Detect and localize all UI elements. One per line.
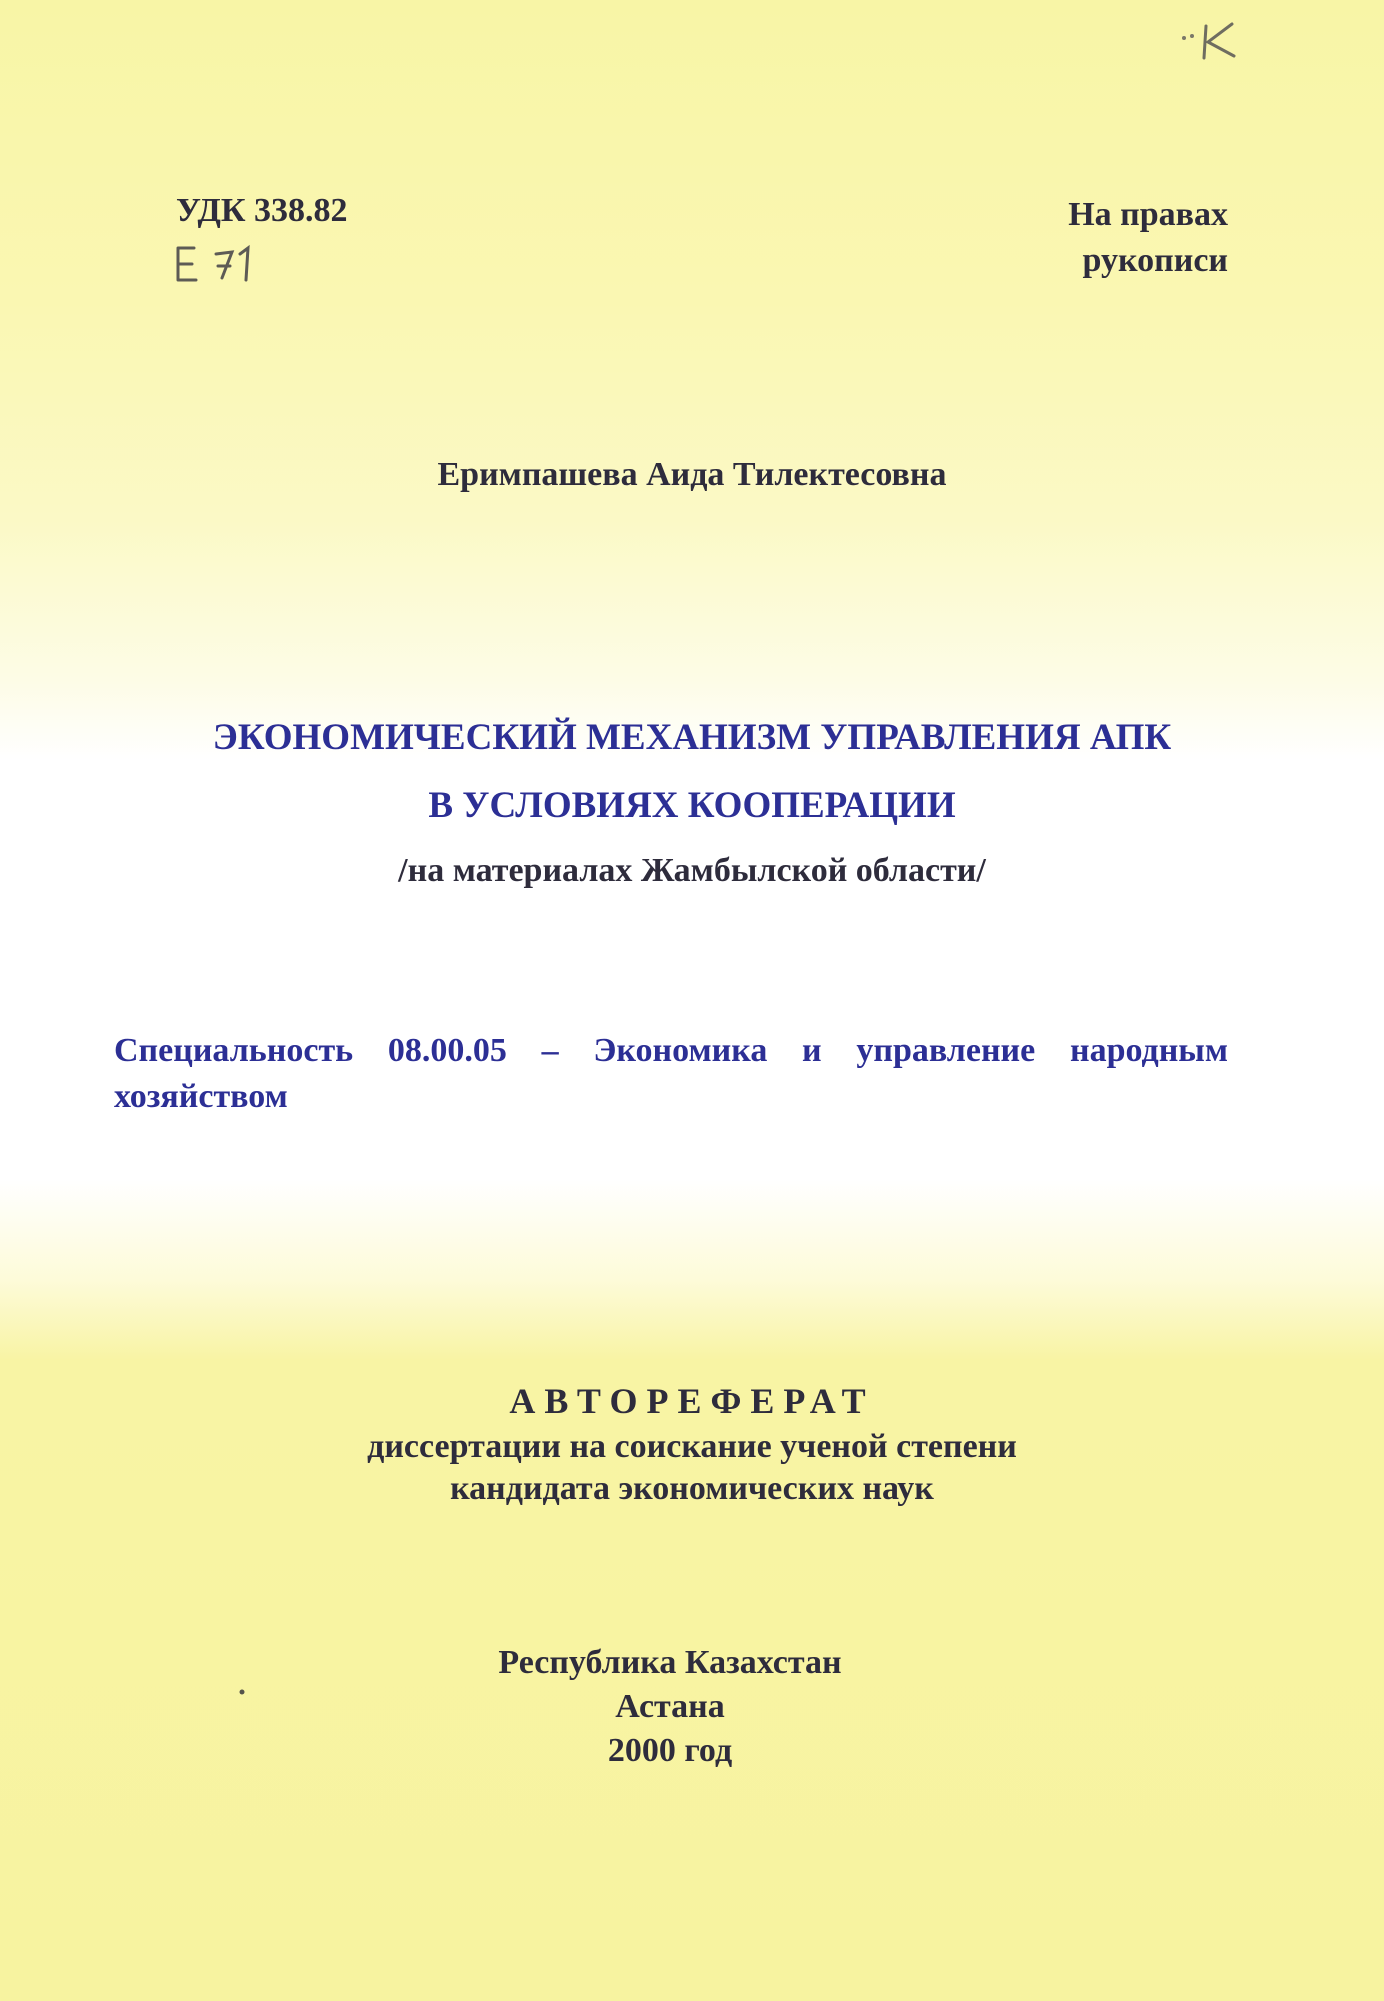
title-subtitle: /на материалах Жамбылской области/	[398, 852, 986, 889]
publication-city: Астана	[615, 1688, 725, 1725]
abstract-heading: АВТОРЕФЕРАТ	[509, 1381, 875, 1421]
rights-line-1: На правах	[1068, 196, 1228, 233]
title-line-2: В УСЛОВИЯХ КООПЕРАЦИИ	[428, 785, 956, 826]
publication-year: 2000 год	[607, 1732, 733, 1769]
handwritten-corner-mark	[1176, 20, 1246, 62]
rights-line-2: рукописи	[1082, 242, 1228, 279]
manuscript-rights-note	[928, 192, 1228, 284]
handwritten-inventory-mark	[172, 240, 282, 288]
author-name: Еримпашева Аида Тилектесовна	[437, 456, 947, 493]
udk-code: УДК 338.82	[176, 192, 348, 229]
abstract-line-1: диссертации на соискание ученой степени	[367, 1428, 1017, 1465]
title-line-1: ЭКОНОМИЧЕСКИЙ МЕХАНИЗМ УПРАВЛЕНИЯ АПК	[212, 717, 1172, 758]
publication-country: Республика Казахстан	[498, 1644, 842, 1681]
specialty: Специальность 08.00.05 – Экономика и управление народным хозяйством	[114, 1032, 1228, 1115]
abstract-line-2: кандидата экономических наук	[450, 1470, 934, 1507]
